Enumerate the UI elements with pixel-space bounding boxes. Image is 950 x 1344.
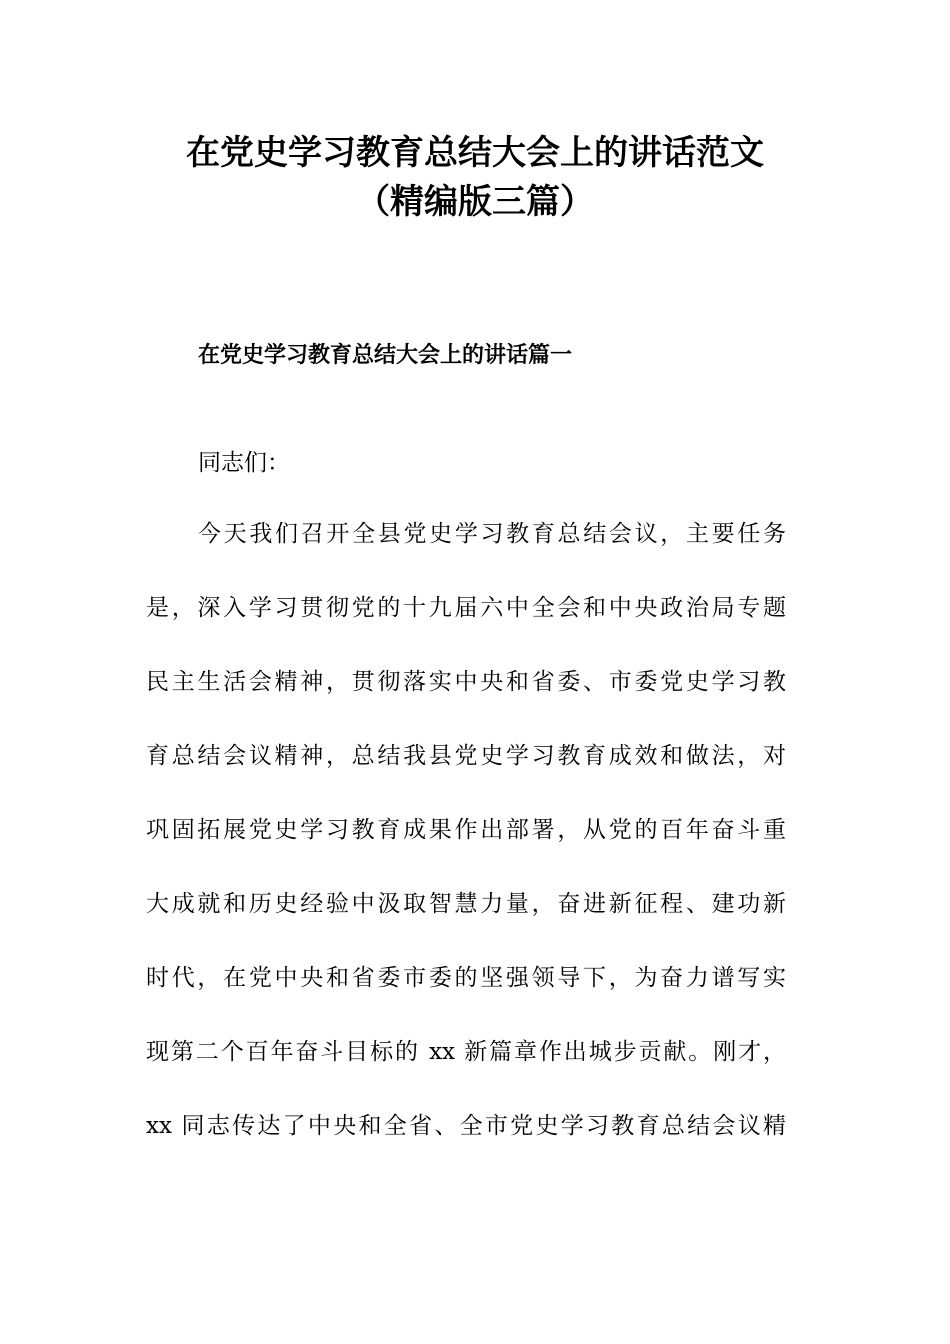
- paragraph-line: 育总结会议精神，总结我县党史学习教育成效和做法，对: [146, 743, 786, 769]
- paragraph-line: 今天我们召开全县党史学习教育总结会议，主要任务: [198, 521, 786, 547]
- document-title: 在党史学习教育总结大会上的讲话范文: [186, 133, 764, 173]
- paragraph-line: 是，深入学习贯彻党的十九届六中全会和中央政治局专题: [146, 595, 786, 621]
- paragraph-line: 现第二个百年奋斗目标的 xx 新篇章作出城步贡献。刚才，: [146, 1039, 786, 1065]
- paragraph-line: 时代，在党中央和省委市委的坚强领导下，为奋力谱写实: [146, 965, 786, 991]
- paragraph-line: 巩固拓展党史学习教育成果作出部署，从党的百年奋斗重: [146, 817, 786, 843]
- section-heading: 在党史学习教育总结大会上的讲话篇一: [198, 343, 573, 368]
- paragraph-line: 民主生活会精神，贯彻落实中央和省委、市委党史学习教: [146, 669, 786, 695]
- paragraph-line: 大成就和历史经验中汲取智慧力量，奋进新征程、建功新: [146, 891, 786, 917]
- salutation: 同志们：: [198, 450, 290, 476]
- paragraph-line: xx 同志传达了中央和全省、全市党史学习教育总结会议精: [146, 1113, 786, 1139]
- document-subtitle: （精编版三篇）: [356, 182, 594, 222]
